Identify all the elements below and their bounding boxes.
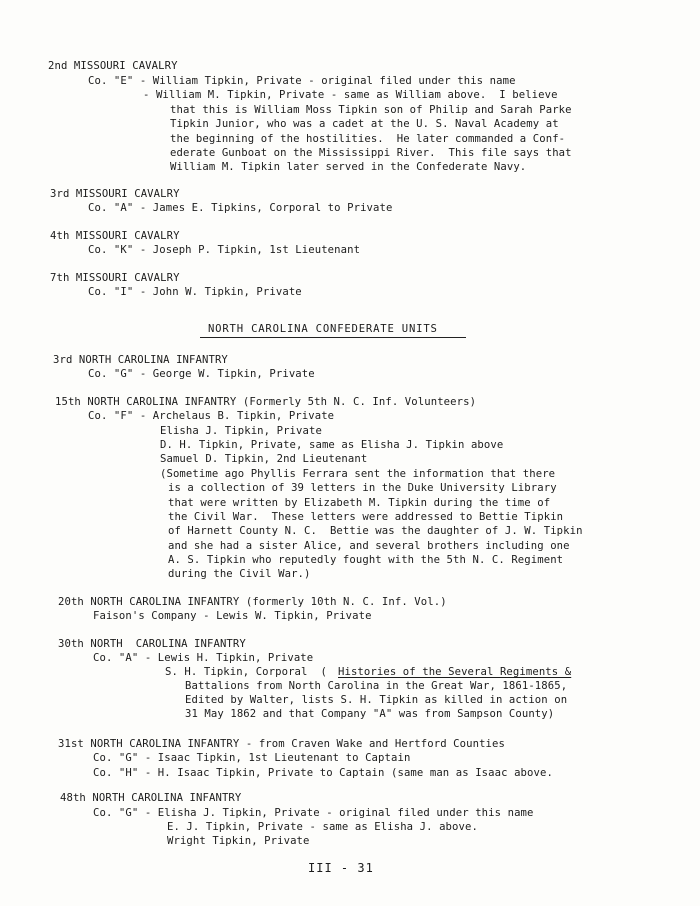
entry-line: Co. "H" - H. Isaac Tipkin, Private to Captain (same man as Isaac above.: [93, 767, 553, 779]
entry-note-line: Edited by Walter, lists S. H. Tipkin as killed in action on: [185, 694, 568, 706]
entry-note-line: that were written by Elizabeth M. Tipkin during the time of: [168, 497, 551, 509]
entry-note-line: 31 May 1862 and that Company "A" was from Sampson County): [185, 708, 555, 720]
section-heading-15th-nc: 15th NORTH CAROLINA INFANTRY (Formerly 5th N. C. Inf. Volunteers): [55, 396, 477, 408]
entry-line: Co. "G" - Elisha J. Tipkin, Private - original filed under this name: [93, 807, 534, 819]
section-heading-31st-nc: 31st NORTH CAROLINA INFANTRY - from Craven Wake and Hertford Counties: [58, 738, 505, 750]
entry-note-line: during the Civil War.): [168, 568, 311, 580]
entry-line: Co. "A" - Lewis H. Tipkin, Private: [93, 652, 314, 664]
entry-note-line: Battalions from North Carolina in the Great War, 1861-1865,: [185, 680, 568, 692]
section-heading-7th-missouri: 7th MISSOURI CAVALRY: [50, 272, 180, 284]
entry-note-line: (Sometime ago Phyllis Ferrara sent the information that there: [160, 468, 556, 480]
entry-line: Elisha J. Tipkin, Private: [160, 425, 322, 437]
center-section-heading: NORTH CAROLINA CONFEDERATE UNITS: [208, 323, 438, 335]
entry-line: Co. "A" - James E. Tipkins, Corporal to Private: [88, 202, 393, 214]
section-heading-20th-nc: 20th NORTH CAROLINA INFANTRY (formerly 10th N. C. Inf. Vol.): [58, 596, 447, 608]
entry-line: Wright Tipkin, Private: [167, 835, 310, 847]
entry-note-line: and she had a sister Alice, and several brothers including one: [168, 540, 570, 552]
entry-line: Co. "G" - George W. Tipkin, Private: [88, 368, 315, 380]
entry-note-line: ederate Gunboat on the Mississippi River. This file says that: [170, 147, 572, 159]
entry-note-line: that this is William Moss Tipkin son of Philip and Sarah Parke: [170, 104, 572, 116]
entry-line: Co. "E" - William Tipkin, Private - original filed under this name: [88, 75, 516, 87]
entry-line: - William M. Tipkin, Private - same as William above. I believe: [143, 89, 558, 101]
entry-line: E. J. Tipkin, Private - same as Elisha J. above.: [167, 821, 478, 833]
entry-note-line: of Harnett County N. C. Bettie was the daughter of J. W. Tipkin: [168, 525, 583, 537]
entry-line: Samuel D. Tipkin, 2nd Lieutenant: [160, 453, 368, 465]
heading-underline: [200, 337, 466, 338]
entry-line: Faison's Company - Lewis W. Tipkin, Private: [93, 610, 372, 622]
entry-line: D. H. Tipkin, Private, same as Elisha J. Tipkin above: [160, 439, 504, 451]
book-title-underlined: Histories of the Several Regiments &: [338, 666, 572, 678]
entry-line: S. H. Tipkin, Corporal (: [165, 666, 327, 678]
section-heading-4th-missouri: 4th MISSOURI CAVALRY: [50, 230, 180, 242]
section-heading-2nd-missouri: 2nd MISSOURI CAVALRY: [48, 60, 178, 72]
page-number: III - 31: [308, 861, 374, 875]
entry-note-line: is a collection of 39 letters in the Duke University Library: [168, 482, 557, 494]
entry-note-line: the beginning of the hostilities. He later commanded a Conf-: [170, 133, 566, 145]
entry-note-line: Tipkin Junior, who was a cadet at the U. S. Naval Academy at: [170, 118, 559, 130]
section-heading-3rd-missouri: 3rd MISSOURI CAVALRY: [50, 188, 180, 200]
entry-line: Co. "F" - Archelaus B. Tipkin, Private: [88, 410, 335, 422]
section-heading-3rd-nc: 3rd NORTH CAROLINA INFANTRY: [53, 354, 228, 366]
entry-line: Co. "G" - Isaac Tipkin, 1st Lieutenant to Captain: [93, 752, 411, 764]
entry-note-line: the Civil War. These letters were addressed to Bettie Tipkin: [168, 511, 564, 523]
section-heading-30th-nc: 30th NORTH CAROLINA INFANTRY: [58, 638, 246, 650]
entry-line: Co. "K" - Joseph P. Tipkin, 1st Lieutenant: [88, 244, 361, 256]
section-heading-48th-nc: 48th NORTH CAROLINA INFANTRY: [60, 792, 242, 804]
entry-note-line: A. S. Tipkin who reputedly fought with the 5th N. C. Regiment: [168, 554, 564, 566]
entry-line: Co. "I" - John W. Tipkin, Private: [88, 286, 302, 298]
entry-note-line: William M. Tipkin later served in the Confederate Navy.: [170, 161, 527, 173]
